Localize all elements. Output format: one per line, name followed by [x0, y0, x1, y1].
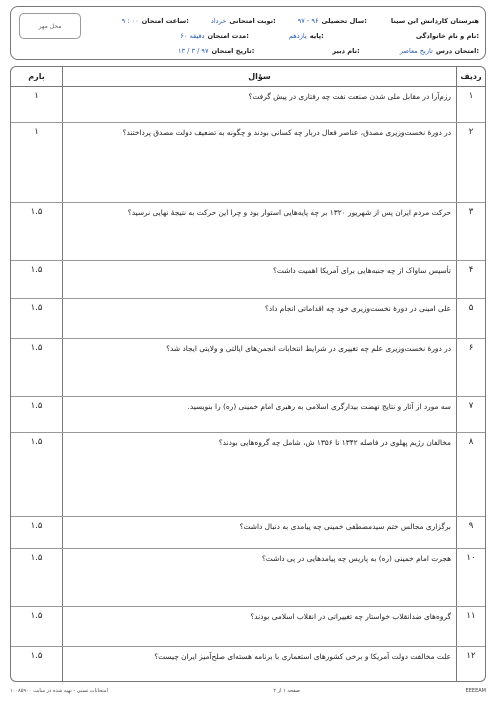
duration-label: مدت امتحان: [207, 32, 249, 40]
question-text: سه مورد از آثار و نتایج نهضت بیدارگری اسلامی به رهبری امام خمینی (ره) را بنویسید. [187, 402, 451, 411]
table-row [11, 123, 485, 203]
question-number: ۶ [468, 343, 474, 353]
question-text: گروه‌های ضدانقلاب خواستار چه تغییراتی در انقلاب اسلامی بودند؟ [250, 612, 451, 621]
table-row [11, 607, 485, 647]
date-label: تاریخ امتحان: [211, 47, 255, 55]
table-row [11, 433, 485, 517]
grade-label: پایه: [309, 32, 324, 40]
footer-right: EEEEAM [465, 688, 486, 694]
name-label: نام و نام خانوادگی: [415, 32, 479, 40]
question-score: ۱.۵ [30, 611, 43, 621]
footer-center: صفحه ۱ از ۲ [273, 688, 301, 694]
question-score: ۱.۵ [30, 303, 43, 313]
question-score: ۱.۵ [30, 207, 43, 217]
year-label: سال تحصیلی: [321, 17, 367, 25]
header-row-2 [99, 29, 479, 43]
question-number: ۱۱ [466, 611, 476, 621]
stamp-label: محل مهر [38, 22, 62, 30]
question-score: ۱ [34, 127, 39, 137]
duration-value: ۶۰ دقیقه [180, 32, 205, 40]
question-text: مخالفان رژیم پهلوی در فاصله ۱۳۴۲ تا ۱۳۵۶ ش، شامل چه گروه‌هایی بودند؟ [218, 438, 451, 447]
name-field [416, 32, 479, 40]
school-name: هنرستان کاردانش ابن سینا [390, 17, 479, 25]
round-field [211, 17, 276, 25]
question-text: علت مخالفت دولت آمریکا و برخی کشورهای استعماری با برنامه هسته‌ای صلح‌آمیز ایران چیست؟ [154, 652, 451, 661]
question-number: ۱۰ [466, 553, 476, 563]
duration-field [180, 32, 248, 40]
question-text: هجرت امام خمینی (ره) به پاریس چه پیامدهایی در پی داشت؟ [261, 554, 451, 563]
subject-field [400, 47, 479, 55]
question-text: در دورهٔ نخست‌وزیری علم چه تغییری در شرایط انتخابات انجمن‌های ایالتی و ولایتی ایجاد شد؟ [166, 344, 451, 353]
question-score: ۱ [34, 91, 39, 101]
year-value: ۹۷ - ۹۶ [297, 17, 319, 25]
question-number: ۸ [468, 437, 474, 447]
col-score-header: بارم [28, 72, 45, 81]
question-score: ۱.۵ [30, 437, 43, 447]
question-number: ۴ [468, 265, 474, 275]
table-row [11, 87, 485, 123]
round-label: نوبت امتحانی: [229, 17, 276, 25]
questions-table [10, 66, 486, 682]
table-row [11, 261, 485, 299]
question-number: ۵ [468, 303, 474, 313]
question-score: ۱.۵ [30, 521, 43, 531]
time-field [122, 17, 189, 25]
question-text: در دورهٔ نخست‌وزیری مصدق، عناصر فعال دربار چه کسانی بودند و چگونه به تضعیف دولت مصدق پرداختند؟ [122, 128, 451, 137]
teacher-label: نام دبیر: [332, 47, 360, 55]
table-row [11, 203, 485, 261]
page-footer [10, 685, 486, 697]
stamp-box [19, 13, 81, 39]
teacher-field [332, 47, 359, 55]
question-score: ۱.۵ [30, 265, 43, 275]
date-field [178, 47, 254, 55]
question-text: تأسیس ساواک از چه جنبه‌هایی برای آمریکا اهمیت داشت؟ [272, 266, 451, 275]
table-row [11, 299, 485, 339]
col-question-header: سؤال [248, 72, 271, 81]
question-number: ۳ [468, 207, 474, 217]
date-value: ۱۳ / ۳ / ۹۷ [177, 47, 209, 55]
table-header [11, 67, 485, 87]
header-row-3 [99, 44, 479, 58]
time-label: ساعت امتحان: [141, 17, 189, 25]
question-score: ۱.۵ [30, 343, 43, 353]
grade-field [289, 32, 324, 40]
question-text: برگزاری مجالس ختم سیدمصطفی خمینی چه پیامدی به دنبال داشت؟ [239, 522, 451, 531]
question-number: ۱ [468, 91, 474, 101]
year-field [298, 17, 367, 25]
question-text: رزم‌آرا در مقابل ملی شدن صنعت نفت چه رفتاری در پیش گرفت؟ [248, 92, 451, 101]
question-number: ۹ [468, 521, 474, 531]
header-row-1 [99, 14, 479, 28]
question-score: ۱.۵ [30, 401, 43, 411]
question-number: ۲ [468, 127, 474, 137]
table-row [11, 647, 485, 682]
col-number-header: ردیف [460, 72, 482, 81]
table-row [11, 397, 485, 433]
question-number: ۷ [468, 401, 474, 411]
table-row [11, 517, 485, 549]
question-score: ۱.۵ [30, 553, 43, 563]
question-text: حرکت مردم ایران پس از شهریور ۱۳۲۰ بر چه پایه‌هایی استوار بود و چرا این حرکت به نتیجهٔ نهایی نرسید؟ [127, 208, 451, 217]
grade-value: یازدهم [288, 32, 307, 40]
time-value: ۹ : ۰۰ [121, 17, 139, 25]
subject-value: تاریخ معاصر [399, 47, 433, 55]
round-value: خرداد [210, 17, 227, 25]
footer-left: امتحانات تستی - تهیه شده در سایت ۱۰۰۸۵۹۰۰ [10, 688, 108, 694]
subject-label: امتحان درس: [435, 47, 479, 55]
question-score: ۱.۵ [30, 651, 43, 661]
question-text: علی امینی در دورهٔ نخست‌وزیری خود چه اقداماتی انجام داد؟ [264, 304, 451, 313]
table-row [11, 549, 485, 607]
exam-header [10, 6, 486, 60]
question-number: ۱۲ [466, 651, 476, 661]
table-row [11, 339, 485, 397]
